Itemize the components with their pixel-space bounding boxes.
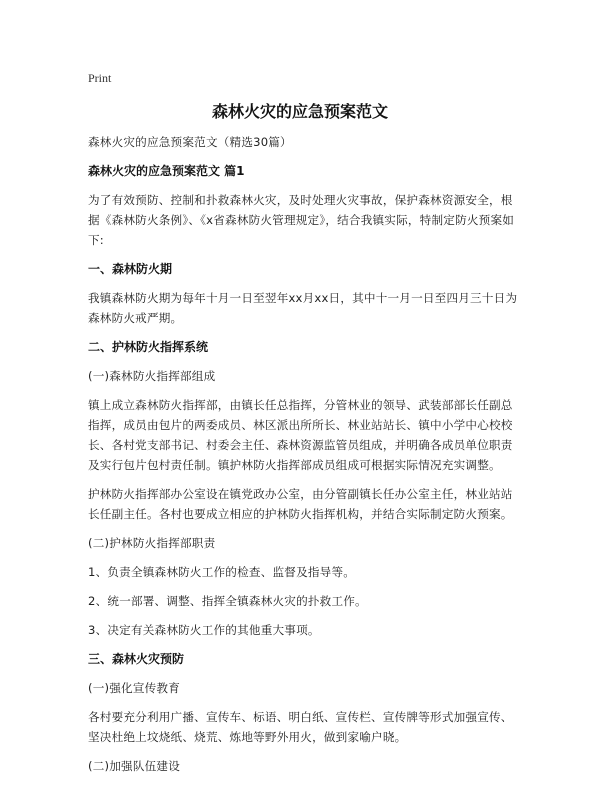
section-heading-article-1: 森林火灾的应急预案范文 篇1	[88, 164, 245, 178]
paragraph-publicity: 各村要充分利用广播、宣传车、标语、明白纸、宣传栏、宣传牌等形式加强宣传、坚决杜绝上坟烧纸、烧荒、炼地等野外用火，做到家喻户晓。	[88, 710, 513, 744]
subheading-command-duties: (二)护林防火指挥部职责	[88, 536, 216, 550]
document-subtitle: 森林火灾的应急预案范文（精选30篇）	[88, 135, 292, 149]
section-heading-fire-period: 一、森林防火期	[88, 262, 173, 276]
subheading-publicity: (一)强化宣传教育	[88, 681, 181, 695]
list-item-duty-3: 3、决定有关森林防火工作的其他重大事项。	[88, 623, 320, 637]
section-heading-command-system: 二、护林防火指挥系统	[88, 340, 209, 354]
print-link[interactable]: Print	[88, 71, 112, 85]
subheading-command-composition: (一)森林防火指挥部组成	[88, 369, 216, 383]
paragraph-command-office: 护林防火指挥部办公室设在镇党政办公室，由分管副镇长任办公室主任，林业站站长任副主任。各村也要成立相应的护林防火指挥机构，并结合实际制定防火预案。	[88, 487, 513, 521]
section-heading-fire-prevention: 三、森林火灾预防	[88, 652, 185, 666]
list-item-duty-1: 1、负责全镇森林防火工作的检查、监督及指导等。	[88, 565, 356, 579]
paragraph-fire-period: 我镇森林防火期为每年十月一日至翌年xx月xx日，其中十一月一日至四月三十日为森林防火戒严期。	[88, 291, 518, 325]
document-title: 森林火灾的应急预案范文	[211, 102, 388, 121]
document-body	[88, 132, 518, 785]
paragraph-intro: 为了有效预防、控制和扑救森林火灾，及时处理火灾事故，保护森林资源安全，根据《森林防火条例》、《x省森林防火管理规定》，结合我镇实际，特制定防火预案如下:	[88, 193, 515, 247]
list-item-duty-2: 2、统一部署、调整、指挥全镇森林火灾的扑救工作。	[88, 594, 367, 608]
paragraph-command-composition: 镇上成立森林防火指挥部，由镇长任总指挥，分管林业的领导、武装部部长任副总指挥，成员由包片的两委成员、林区派出所所长、林业站站长、镇中小学中心校校长、各村党支部书记、村委会主任、森林资源监管员组成，并明确各成员单位职责及实行包片包村责任制。镇护林防火指挥部成员组成可根据实际情况充实调整。	[88, 398, 513, 472]
subheading-team-building: (二)加强队伍建设	[88, 759, 181, 773]
